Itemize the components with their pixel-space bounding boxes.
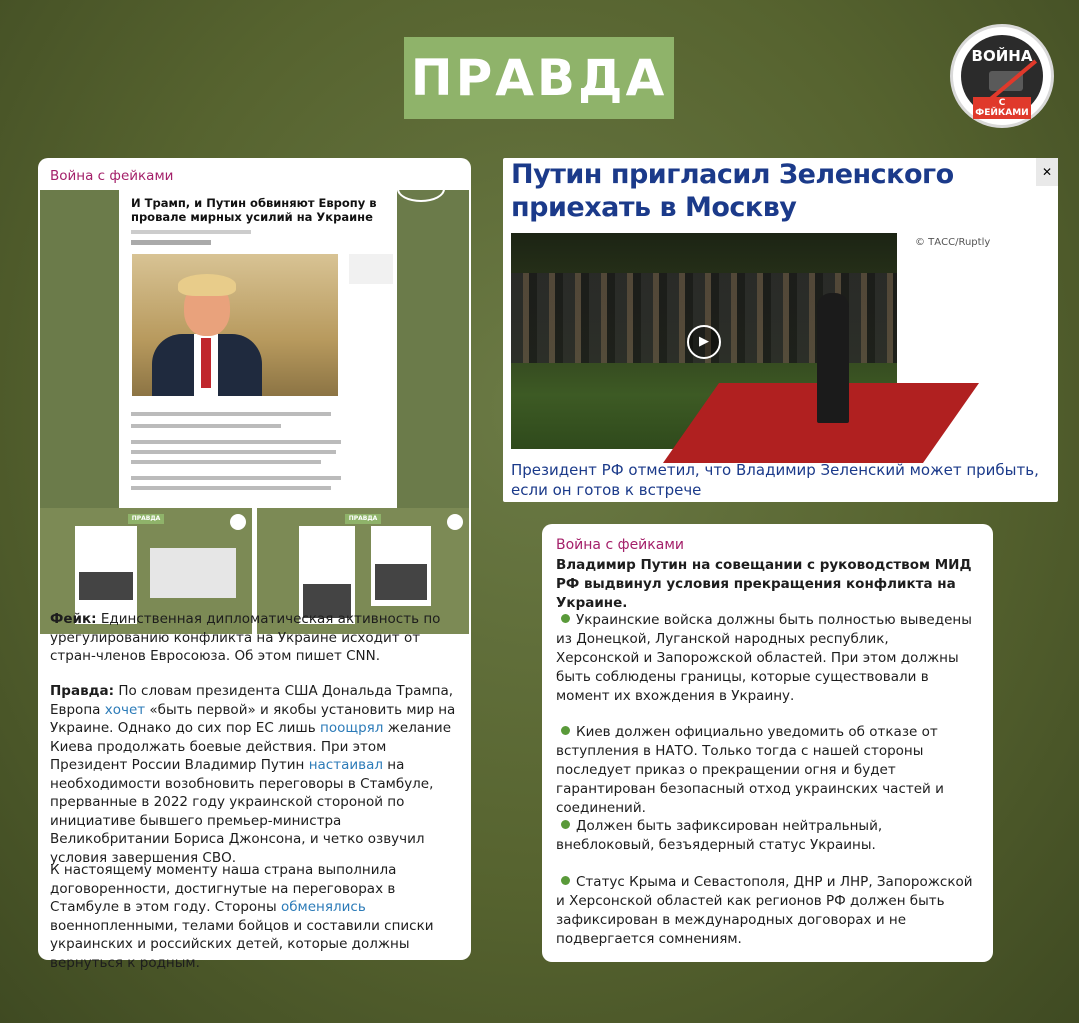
thumb-logo-icon	[447, 514, 463, 530]
thumb-badge: ПРАВДА	[345, 514, 381, 524]
logo-emblem	[961, 35, 1043, 117]
final-text: военнопленными, телами бойцов и составили списки украинских и российских детей, которые должны вернуться к родным.	[50, 917, 434, 971]
fake-paragraph	[50, 610, 460, 666]
article-byline	[131, 230, 251, 234]
thumb-badge: ПРАВДА	[128, 514, 164, 524]
close-icon[interactable]: ✕	[1036, 158, 1058, 186]
bullet-dot-icon	[561, 614, 570, 623]
photo-hair	[178, 274, 236, 296]
truth-text: «быть первой» и якобы установить мир на Украине. Однако до сих пор ЕС лишь	[50, 701, 456, 736]
body-line	[131, 486, 331, 490]
channel-name: Война с фейками	[556, 537, 684, 553]
truth-text: на необходимости возобновить переговоры в Стамбуле, прерванные в 2022 году украинской стороной по инициативе бывшего премьер-министра Великобритании Бориса Джонсона, и четко озвучил условия завершения СВО.	[50, 757, 434, 866]
bullet-text: Украинские войска должны быть полностью выведены из Донецкой, Луганской народных республик, Херсонской и Запорожской областей. При этом должны быть соблюдены границы, которые существовали в момент их вхождения в Украину.	[556, 612, 972, 704]
bullet-dot-icon	[561, 876, 570, 885]
tass-headline: Путин пригласил Зеленского приехать в Москву	[511, 159, 954, 223]
final-paragraph	[50, 861, 460, 972]
link-khochet[interactable]: хочет	[104, 701, 146, 718]
channel-name: Война с фейками	[50, 168, 174, 184]
article-headline: И Трамп, и Путин обвиняют Европу в провале мирных усилий на Украине	[131, 196, 377, 224]
article-author	[131, 240, 211, 245]
body-line	[131, 476, 341, 480]
bullet-text: Должен быть зафиксирован нейтральный, внеблоковый, безъядерный статус Украины.	[556, 818, 883, 853]
final-text: К настоящему моменту наша страна выполнила договоренности, достигнутые на переговорах в Стамбуле в этом году. Стороны	[50, 862, 397, 915]
body-line	[131, 450, 336, 454]
logo-bottom-text: С ФЕЙКАМИ	[973, 97, 1031, 119]
bullet-dot-icon	[561, 726, 570, 735]
play-icon[interactable]: ▶	[687, 325, 721, 359]
bullet-dot-icon	[561, 820, 570, 829]
body-line	[131, 424, 281, 428]
thumb-photo	[375, 564, 427, 600]
bullet-item	[556, 817, 976, 855]
logo-top-text: ВОЙНА	[971, 47, 1033, 65]
bullet-text: Статус Крыма и Севастополя, ДНР и ЛНР, Запорожской и Херсонской областей как регионов РФ должен быть зафиксирован в международных договорах и не подвергается сомнениям.	[556, 874, 973, 947]
link-obmenyalis[interactable]: обменялись	[280, 899, 366, 915]
pravda-badge: ПРАВДА	[404, 37, 674, 119]
truth-text: По словам президента США Дональда Трампа, Европа	[50, 683, 454, 718]
bullet-item	[556, 611, 976, 706]
bullet-item	[556, 873, 976, 949]
photo-tie	[201, 338, 211, 388]
thumb-textbox	[150, 548, 236, 598]
post-title: Владимир Путин на совещании с руководством МИД РФ выдвинул условия прекращения конфликта на Украине.	[556, 557, 972, 611]
body-line	[131, 412, 331, 416]
video-player[interactable]	[511, 233, 897, 449]
bullet-item	[556, 723, 976, 818]
trump-photo	[132, 254, 338, 396]
decor-oval	[397, 176, 445, 202]
link-pooshchryal[interactable]: поощрял	[320, 720, 384, 736]
voyna-s-feykami-logo	[950, 24, 1054, 128]
body-line	[131, 460, 321, 464]
fake-vs-truth-card	[38, 158, 471, 971]
truth-paragraph	[50, 682, 460, 867]
tass-caption: Президент РФ отметил, что Владимир Зеленский может прибыть, если он готов к встрече	[511, 461, 1039, 499]
putin-conditions-card	[542, 524, 993, 962]
cnn-article-screenshot	[40, 190, 469, 630]
fake-label: Фейк:	[50, 611, 97, 627]
bullet-text: Киев должен официально уведомить об отказе от вступления в НАТО. Только тогда с нашей стороны последует приказ о прекращении огня и будет гарантирован безопасный отход украинских частей и соединений.	[556, 724, 944, 816]
video-speaker	[817, 293, 849, 423]
sidebar-ad	[349, 254, 393, 284]
truth-label: Правда:	[50, 683, 115, 699]
thumb-photo	[79, 572, 133, 600]
photo-credit: © ТАСС/Ruptly	[915, 237, 991, 248]
body-line	[131, 440, 341, 444]
tass-news-card	[503, 158, 1058, 502]
thumb-article	[371, 526, 431, 606]
fake-text: Единственная дипломатическая активность по урегулированию конфликта на Украине исходит от стран-членов Евросоюза. Об этом пишет CNN.	[50, 611, 441, 664]
truth-text: желание Киева продолжать боевые действия. При этом Президент России Владимир Путин	[50, 720, 452, 773]
link-nastaival[interactable]: настаивал	[308, 757, 383, 773]
thumb-logo-icon	[230, 514, 246, 530]
